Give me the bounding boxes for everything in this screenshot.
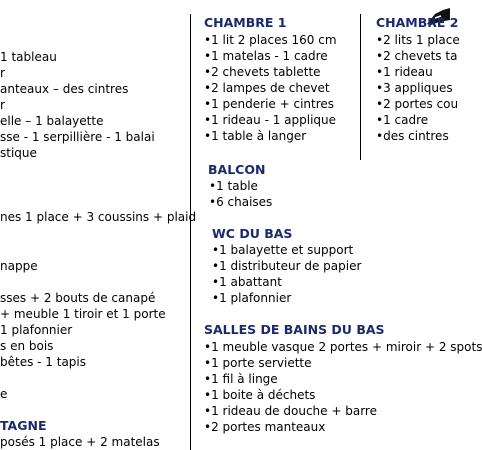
left-line: nappe bbox=[0, 259, 38, 273]
left-line: 1 plafonnier bbox=[0, 323, 73, 337]
chambre2-item: •1 cadre bbox=[376, 113, 429, 127]
wc-item: •1 abattant bbox=[212, 275, 282, 289]
left-line: nes 1 place + 3 coussins + plaid bbox=[0, 210, 197, 224]
chambre1-item: •1 table à langer bbox=[204, 129, 307, 143]
balcon-title: BALCON bbox=[208, 162, 266, 177]
chambre1-title: CHAMBRE 1 bbox=[204, 15, 287, 30]
chambre2-item: •des cintres bbox=[376, 129, 449, 143]
left-line: anteaux – des cintres bbox=[0, 82, 129, 96]
chambre1-item: •1 matelas - 1 cadre bbox=[204, 49, 328, 63]
left-line: elle – 1 balayette bbox=[0, 114, 104, 128]
left-line: r bbox=[0, 66, 5, 80]
chambre1-item: •2 lampes de chevet bbox=[204, 81, 330, 95]
wc-item: •1 balayette et support bbox=[212, 243, 354, 257]
sdb-title: SALLES DE BAINS DU BAS bbox=[204, 322, 385, 337]
balcon-item: •6 chaises bbox=[209, 195, 273, 209]
chambre2-item: •2 chevets ta bbox=[376, 49, 458, 63]
wc-title: WC DU BAS bbox=[212, 226, 293, 241]
left-line: + meuble 1 tiroir et 1 porte bbox=[0, 307, 166, 321]
left-line: stique bbox=[0, 146, 37, 160]
chambre1-item: •2 chevets tablette bbox=[204, 65, 321, 79]
sdb-item: •1 meuble vasque 2 portes + miroir + 2 spots bbox=[204, 340, 482, 354]
chambre2-item: •1 rideau bbox=[376, 65, 433, 79]
left-line: s en bois bbox=[0, 339, 54, 353]
chambre2-item: •2 portes cou bbox=[376, 97, 459, 111]
sdb-item: •2 portes manteaux bbox=[204, 420, 326, 434]
left-line: e bbox=[0, 387, 8, 401]
left-line: 1 tableau bbox=[0, 50, 57, 64]
sdb-item: •1 fil à linge bbox=[204, 372, 278, 386]
left-line: bêtes - 1 tapis bbox=[0, 355, 87, 369]
chambre2-item: •2 lits 1 place bbox=[376, 33, 460, 47]
chambre2-title: CHAMBRE 2 bbox=[376, 15, 459, 30]
sdb-item: •1 rideau de douche + barre bbox=[204, 404, 377, 418]
left-line: posés 1 place + 2 matelas bbox=[0, 435, 160, 449]
left-line: sses + 2 bouts de canapé bbox=[0, 291, 156, 305]
sdb-item: •1 porte serviette bbox=[204, 356, 312, 370]
chambre1-item: •1 rideau - 1 applique bbox=[204, 113, 337, 127]
column-divider-left bbox=[190, 14, 191, 450]
left-line: r bbox=[0, 98, 5, 112]
chambre1-item: •1 penderie + cintres bbox=[204, 97, 335, 111]
sdb-item: •1 boite à déchets bbox=[204, 388, 316, 402]
column-divider-right bbox=[360, 14, 361, 160]
wc-item: •1 plafonnier bbox=[212, 291, 292, 305]
chambre1-item: •1 lit 2 places 160 cm bbox=[204, 33, 337, 47]
left-line: sse - 1 serpillière - 1 balai bbox=[0, 130, 155, 144]
wc-item: •1 distributeur de papier bbox=[212, 259, 362, 273]
balcon-item: •1 table bbox=[209, 179, 258, 193]
chambre2-item: •3 appliques bbox=[376, 81, 453, 95]
left-section-title: TAGNE bbox=[0, 418, 47, 433]
